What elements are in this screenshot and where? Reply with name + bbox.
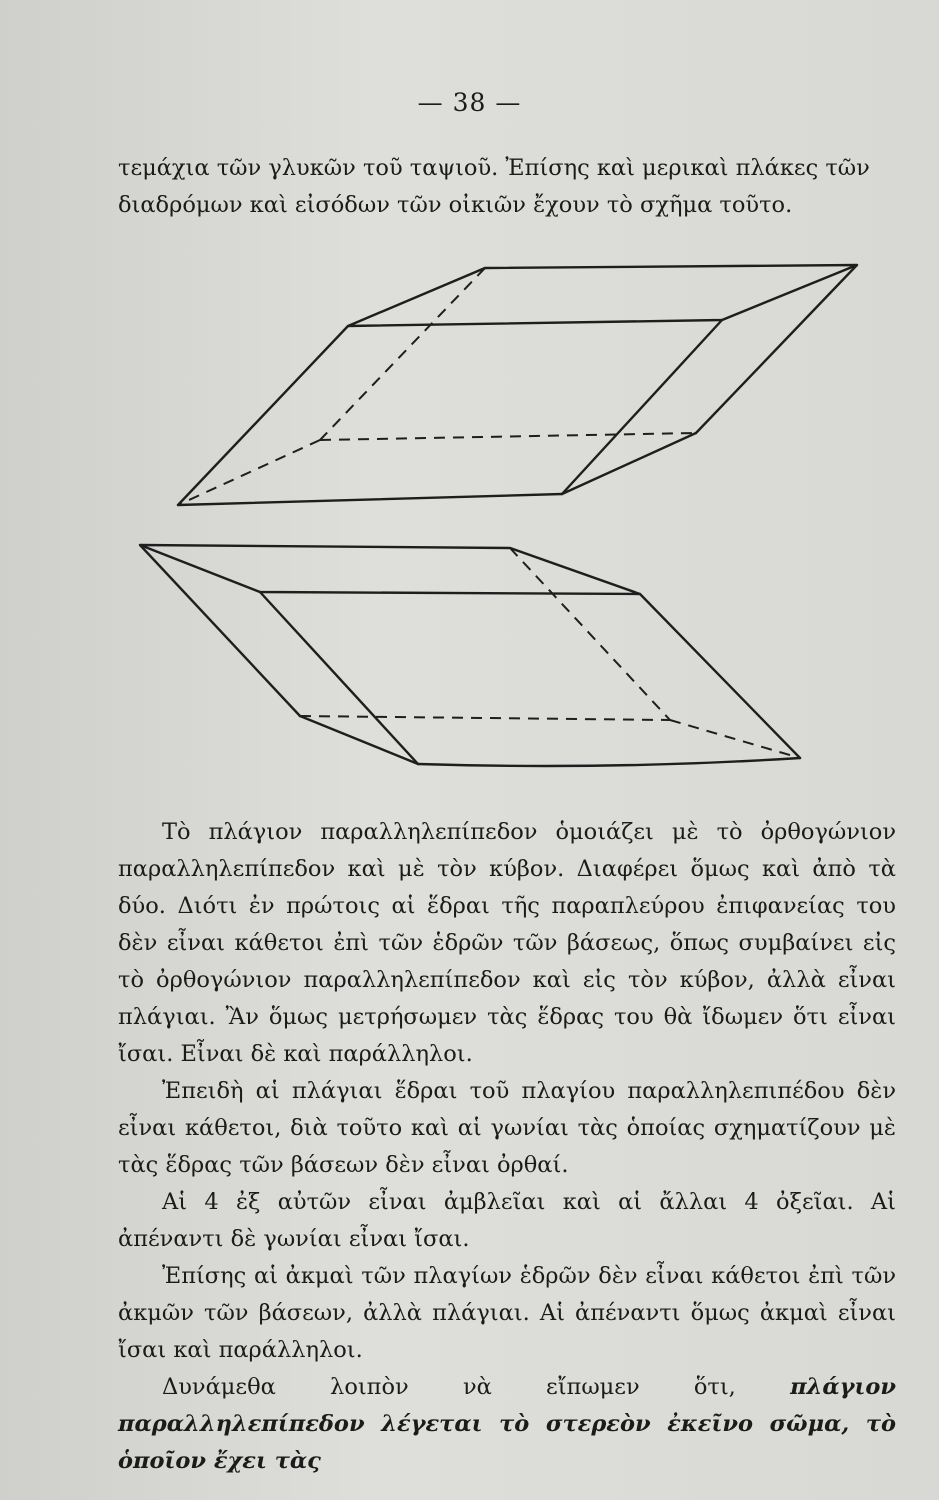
lower-hidden-vertical-edge — [510, 548, 670, 720]
upper-hidden-bottom-back-edge — [320, 433, 696, 440]
lower-top-face — [140, 545, 640, 594]
definition-text: πλάγιον παραλληλεπίπεδον λέγεται τὸ στερεὸν ἐκεῖνο σῶμα, τὸ ὁποῖον ἔχει τὰς — [118, 1374, 896, 1474]
paragraph-5 — [118, 1369, 896, 1480]
lower-front-right-edge — [640, 594, 800, 758]
lower-parallelepiped-figure — [140, 545, 800, 766]
upper-back-right-edge — [696, 265, 857, 433]
upper-bottom-front-edge — [178, 494, 562, 505]
lower-hidden-bottom-back-edge — [300, 716, 670, 720]
upper-hidden-bottom-left-edge — [178, 440, 320, 505]
lower-back-left-edge — [140, 545, 300, 716]
lower-bottom-front-edge — [418, 758, 800, 766]
lower-front-left-edge — [260, 592, 418, 764]
lower-bottom-left-edge — [300, 716, 418, 764]
upper-left-edge — [178, 326, 348, 505]
upper-top-face — [348, 265, 857, 326]
upper-bottom-right-edge — [562, 433, 696, 494]
upper-hidden-vertical-edge — [320, 268, 485, 440]
top-text-line-1: τεμάχια τῶν γλυκῶν τοῦ ταψιοῦ. Ἐπίσης καὶ μερικαὶ πλάκες τῶν — [118, 155, 870, 181]
paragraph-5-plain: Δυνάμεθα λοιπὸν νὰ εἴπωμεν ὅτι, — [162, 1374, 791, 1400]
paragraph-4: Ἐπίσης αἱ ἀκμαὶ τῶν πλαγίων ἑδρῶν δὲν εἶναι κάθετοι ἐπὶ τῶν ἀκμῶν τῶν βάσεων, ἀλλὰ πλάγιαι. Αἱ ἀπέναντι ὅμως ἀκμαὶ εἶναι ἴσαι καὶ παράλληλοι. — [118, 1263, 896, 1363]
paragraph-1: Τὸ πλάγιον παραλληλεπίπεδον ὁμοιάζει μὲ τὸ ὀρθογώνιον παραλληλεπίπεδον καὶ μὲ τὸν κύβον. Διαφέρει ὅμως καὶ ἀπὸ τὰ δύο. Διότι ἐν πρώτοις αἱ ἕδραι τῆς παραπλεύρου ἐπιφανείας του δὲν εἶναι κάθετοι ἐπὶ τῶν ἑδρῶν τῶν βάσεως, ὅπως συμβαίνει εἰς τὸ ὀρθογώνιον παραλληλεπίπεδον καὶ εἰς τὸν κύβον, ἀλλὰ εἶναι πλάγιαι. Ἂν ὅμως μετρήσωμεν τὰς ἕδρας του θὰ ἴδωμεν ὅτι εἶναι ἴσαι. Εἶναι δὲ καὶ παράλληλοι. — [118, 819, 896, 1067]
page-number: — 38 — — [417, 88, 522, 117]
upper-front-right-edge — [562, 320, 722, 494]
main-text — [118, 814, 896, 1480]
paragraph-2: Ἐπειδὴ αἱ πλάγιαι ἕδραι τοῦ πλαγίου παραλληλεπιπέδου δὲν εἶναι κάθετοι, διὰ τοῦτο καὶ αἱ γωνίαι τὰς ὁποίας σχηματίζουν μὲ τὰς ἕδρας τῶν βάσεων δὲν εἶναι ὀρθαί. — [118, 1078, 896, 1178]
paragraph-3: Αἱ 4 ἐξ αὐτῶν εἶναι ἀμβλεῖαι καὶ αἱ ἄλλαι 4 ὀξεῖαι. Αἱ ἀπέναντι δὲ γωνίαι εἶναι ἴσαι. — [118, 1189, 896, 1252]
upper-parallelepiped-figure — [178, 265, 857, 505]
top-text-line-2: διαδρόμων καὶ εἰσόδων τῶν οἰκιῶν ἔχουν τὸ σχῆμα τοῦτο. — [118, 192, 793, 218]
